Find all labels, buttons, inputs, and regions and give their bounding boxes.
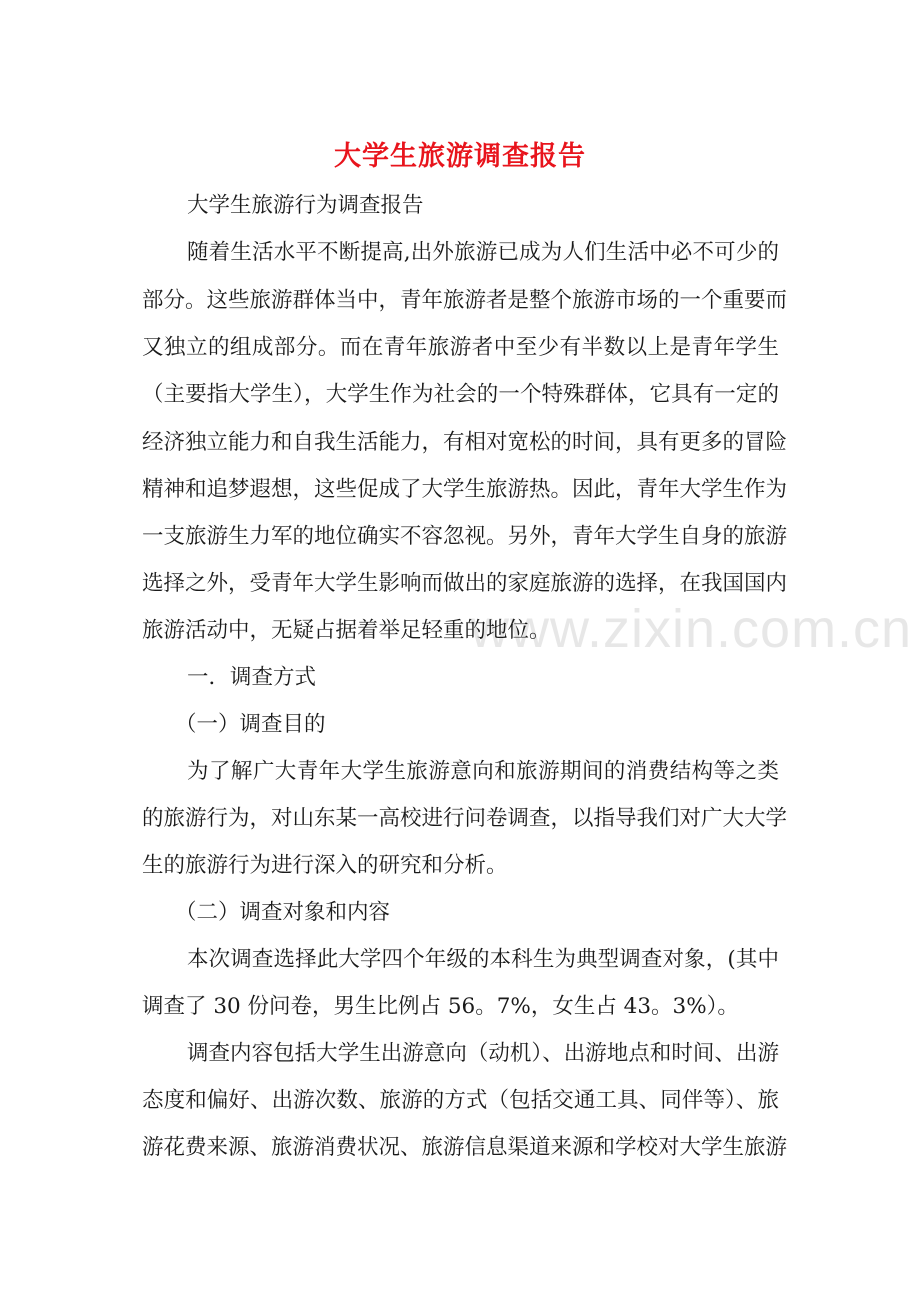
section-heading: 一．调查方式 <box>187 665 317 690</box>
paragraph-line: 旅游活动中，无疑占据着举足轻重的地位。 <box>142 618 551 643</box>
subtitle-line: 大学生旅游行为调查报告 <box>187 193 424 218</box>
paragraph-line: 调查内容包括大学生出游意向（动机）、出游地点和时间、出游 <box>187 1041 779 1066</box>
subsection-heading: （一）调查目的 <box>175 712 326 737</box>
paragraph-line: 调查了 30 份问卷，男生比例占 56。7%，女生占 43。3%）。 <box>142 994 739 1019</box>
subsection-heading: （二）调查对象和内容 <box>175 900 391 925</box>
watermark: www.zixin.com.cn <box>470 599 913 659</box>
paragraph-line: 游花费来源、旅游消费状况、旅游信息渠道来源和学校对大学生旅游 <box>142 1135 788 1160</box>
paragraph-line: 又独立的组成部分。而在青年旅游者中至少有半数以上是青年学生 <box>142 335 779 360</box>
paragraph-line: 的旅游行为，对山东某一高校进行问卷调查，以指导我们对广大大学 <box>142 806 788 831</box>
paragraph-line: 本次调查选择此大学四个年级的本科生为典型调查对象，(其中 <box>187 947 779 972</box>
paragraph-line: 经济独立能力和自我生活能力，有相对宽松的时间，具有更多的冒险 <box>142 430 788 455</box>
paragraph-line: 随着生活水平不断提高,出外旅游已成为人们生活中必不可少的 <box>187 240 779 265</box>
paragraph-line: 选择之外，受青年大学生影响而做出的家庭旅游的选择，在我国国内 <box>142 571 788 596</box>
paragraph-line: 态度和偏好、出游次数、旅游的方式（包括交通工具、同伴等）、旅 <box>142 1088 779 1113</box>
paragraph-line: （主要指大学生），大学生作为社会的一个特殊群体，它具有一定的 <box>142 382 779 407</box>
paragraph-line: 一支旅游生力军的地位确实不容忽视。另外，青年大学生自身的旅游 <box>142 524 788 549</box>
paragraph-line: 部分。这些旅游群体当中，青年旅游者是整个旅游市场的一个重要而 <box>142 288 788 313</box>
paragraph-line: 为了解广大青年大学生旅游意向和旅游期间的消费结构等之类 <box>187 759 779 784</box>
paragraph-line: 精神和追梦遐想，这些促成了大学生旅游热。因此，青年大学生作为 <box>142 477 788 502</box>
document-title: 大学生旅游调查报告 <box>334 141 586 172</box>
paragraph-line: 生的旅游行为进行深入的研究和分析。 <box>142 853 508 878</box>
